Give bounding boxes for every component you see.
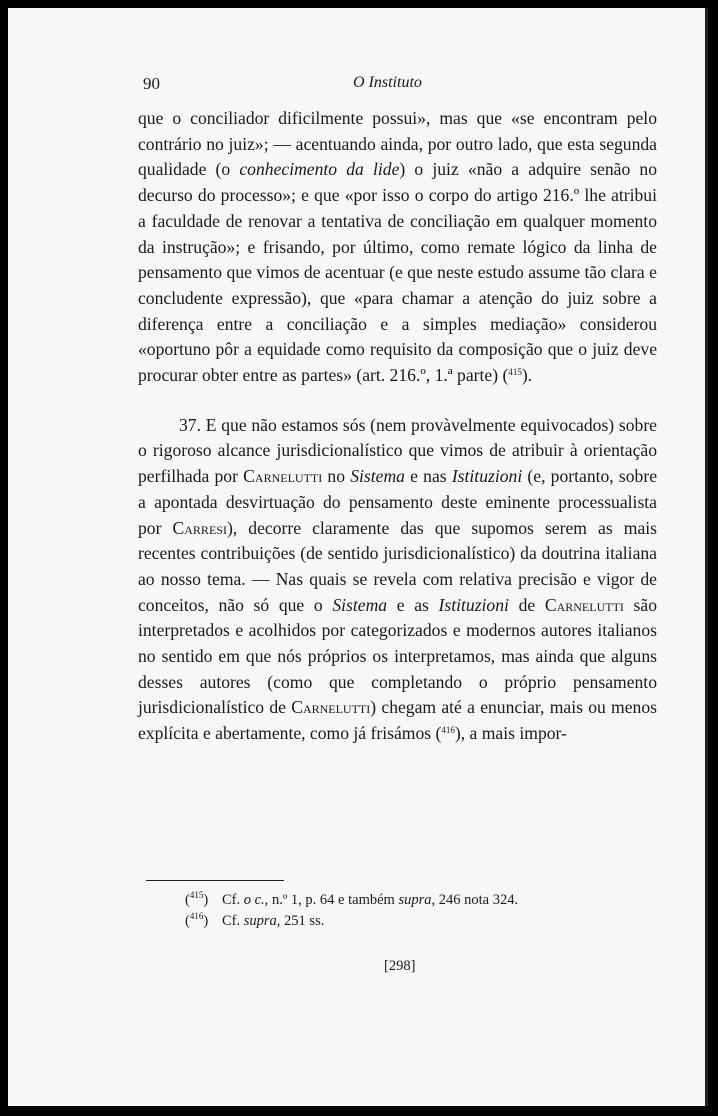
paragraph: que o conciliador dificilmente possui», mas que «se encontram pelo contrário no juiz»; — acentuando ainda, por outro lado, que esta segunda qualidade (o conhecimento da lide) o juiz «não a adquire senão no decurso do processo»; e que «por isso o corpo do artigo 216.º lhe atribui a faculdade de renovar a tentativa de conciliação em qualquer momento da instrução»; e frisando, por último, como remate lógico da linha de pensamento que vimos de acentuar (e que neste estudo assume tão clara e concludente expressão), que «para chamar a atenção do juiz sobre a diferença entre a conciliação e a simples mediação» considerou «oportuno pôr a equidade como requisito da composição que o juiz deve procurar obter entre as partes» (art. 216.º, 1.ª parte) ($^{415}$). bbox=[138, 108, 657, 386]
footnote-number: ($^{415}$) bbox=[185, 890, 209, 908]
running-title: O Instituto bbox=[353, 74, 422, 91]
author-name: Carnelutti bbox=[291, 697, 371, 718]
footnote-rule bbox=[146, 880, 284, 881]
paragraph-37: 37. E que não estamos sós (nem provàvelmente equivocados) sobre o rigoroso alcance jurisdicionalístico que vimos de atribuir à orientação perfilhada por Carnelutti no Sistema e nas Istituzioni (e, portanto, sobre a apontada desvirtuação do pensamento deste eminente processualista por Carresi), decorre claramente das que supomos serem as mais recentes contribuições (de sentido jurisdicionalístico) da doutrina italiana ao nosso tema. — Nas quais se revela com relativa precisão e vigor de conceitos, não só que o Sistema e as Istituzioni de Carnelutti são interpretados e acolhidos por categorizados e modernos autores italianos no sentido em que nós próprios os interpretamos, mas ainda que alguns desses autores (como que completando o próprio pensamento jurisdicionalístico de Carnelutti) chegam até a enunciar, mais ou menos explícita e abertamente, como já frisámos ($^{416}$), a mais impor- bbox=[138, 414, 658, 744]
footnote-number: ($^{416}$) bbox=[185, 911, 209, 929]
footnote: ($^{415}$) Cf. o c., n.º 1, p. 64 e também supra, 246 nota 324. bbox=[185, 890, 625, 911]
author-name: Carnelutti bbox=[243, 466, 323, 487]
author-name: Carresi bbox=[172, 517, 227, 538]
scan-page-number: [298] bbox=[384, 958, 416, 974]
author-name: Carnelutti bbox=[544, 594, 624, 615]
body-text bbox=[138, 106, 657, 747]
page-number: 90 bbox=[143, 74, 160, 93]
footnotes bbox=[185, 890, 625, 932]
footnote-reference: 415 bbox=[508, 367, 522, 378]
page-header bbox=[143, 74, 663, 98]
footnote-reference: 416 bbox=[441, 725, 455, 736]
footnote: ($^{416}$) Cf. supra, 251 ss. bbox=[185, 911, 625, 932]
